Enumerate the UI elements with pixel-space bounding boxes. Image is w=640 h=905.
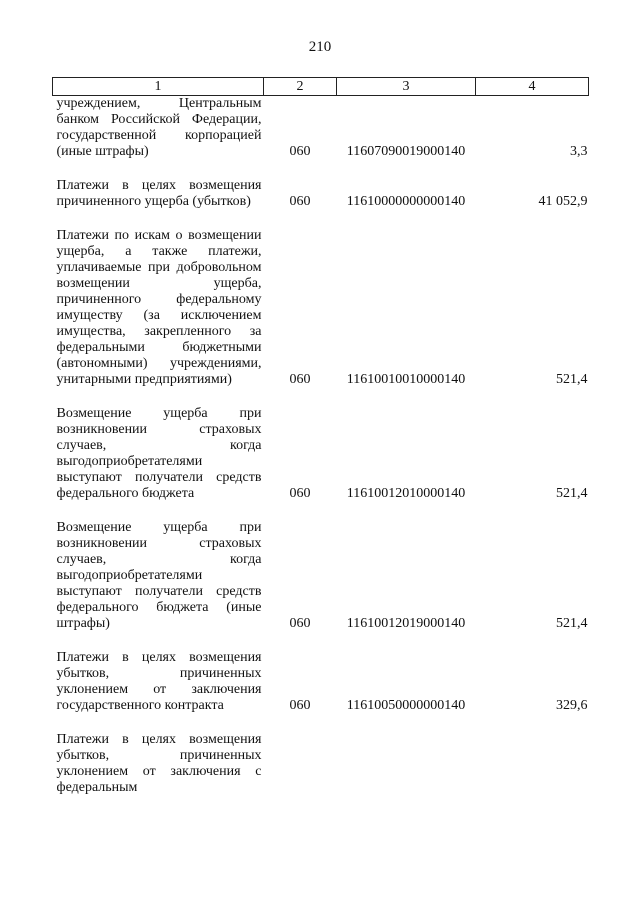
row-amount: 521,4 bbox=[556, 616, 588, 631]
row-amount: 521,4 bbox=[556, 372, 588, 387]
row-admin-code: 060 bbox=[289, 372, 311, 387]
table-row bbox=[53, 96, 589, 179]
row-classification-code: 11610000000000140 bbox=[346, 194, 466, 209]
table-row bbox=[53, 406, 589, 520]
row-name: Платежи в целях возмещения причиненного ущерба (убытков) bbox=[56, 178, 262, 209]
row-classification-code: 11607090019000140 bbox=[346, 144, 466, 159]
row-classification-code: 11610012019000140 bbox=[346, 616, 466, 631]
row-name: учреждением, Центральным банком Российской Федерации, государственной корпорацией (иные штрафы) bbox=[56, 96, 262, 159]
row-classification-code: 11610050000000140 bbox=[346, 698, 466, 713]
table-row bbox=[53, 650, 589, 732]
table-row bbox=[53, 178, 589, 228]
header-col-3: 3 bbox=[337, 78, 476, 96]
row-amount: 3,3 bbox=[570, 144, 588, 159]
row-classification-code: 11610012010000140 bbox=[346, 486, 466, 501]
row-name: Возмещение ущерба при возникновении страховых случаев, когда выгодоприобретателями выступают получатели средств федерального бюджета (иные штрафы) bbox=[56, 520, 262, 631]
row-classification-code bbox=[337, 732, 476, 796]
row-amount: 329,6 bbox=[556, 698, 588, 713]
row-name: Возмещение ущерба при возникновении страховых случаев, когда выгодоприобретателями выступают получатели средств федерального бюджета bbox=[56, 406, 262, 501]
table-body bbox=[53, 96, 589, 797]
header-col-2: 2 bbox=[264, 78, 337, 96]
page-number: 210 bbox=[308, 39, 332, 55]
row-amount bbox=[476, 732, 589, 796]
row-admin-code: 060 bbox=[289, 698, 311, 713]
table-row bbox=[53, 228, 589, 406]
row-admin-code: 060 bbox=[289, 486, 311, 501]
header-col-1: 1 bbox=[53, 78, 264, 96]
row-name: Платежи в целях возмещения убытков, причиненных уклонением от заключения с федеральным bbox=[56, 732, 262, 795]
row-name: Платежи по искам о возмещении ущерба, а также платежи, уплачиваемые при добровольном возмещении ущерба, причиненного федеральному имуществу (за исключением имущества, закрепленного за федеральными бюджетными (автономными) учреждениями, унитарными предприятиями) bbox=[56, 228, 262, 387]
row-admin-code: 060 bbox=[289, 194, 311, 209]
row-name: Платежи в целях возмещения убытков, причиненных уклонением от заключения государственного контракта bbox=[56, 650, 262, 713]
row-classification-code: 11610010010000140 bbox=[346, 372, 466, 387]
table-row bbox=[53, 520, 589, 650]
table-header bbox=[53, 78, 589, 96]
header-row bbox=[53, 78, 589, 96]
row-admin-code bbox=[264, 732, 337, 796]
row-admin-code: 060 bbox=[289, 144, 311, 159]
table-row bbox=[53, 732, 589, 796]
row-amount: 521,4 bbox=[556, 486, 588, 501]
row-amount: 41 052,9 bbox=[538, 194, 588, 209]
budget-table bbox=[52, 77, 589, 796]
row-admin-code: 060 bbox=[289, 616, 311, 631]
header-col-4: 4 bbox=[476, 78, 589, 96]
